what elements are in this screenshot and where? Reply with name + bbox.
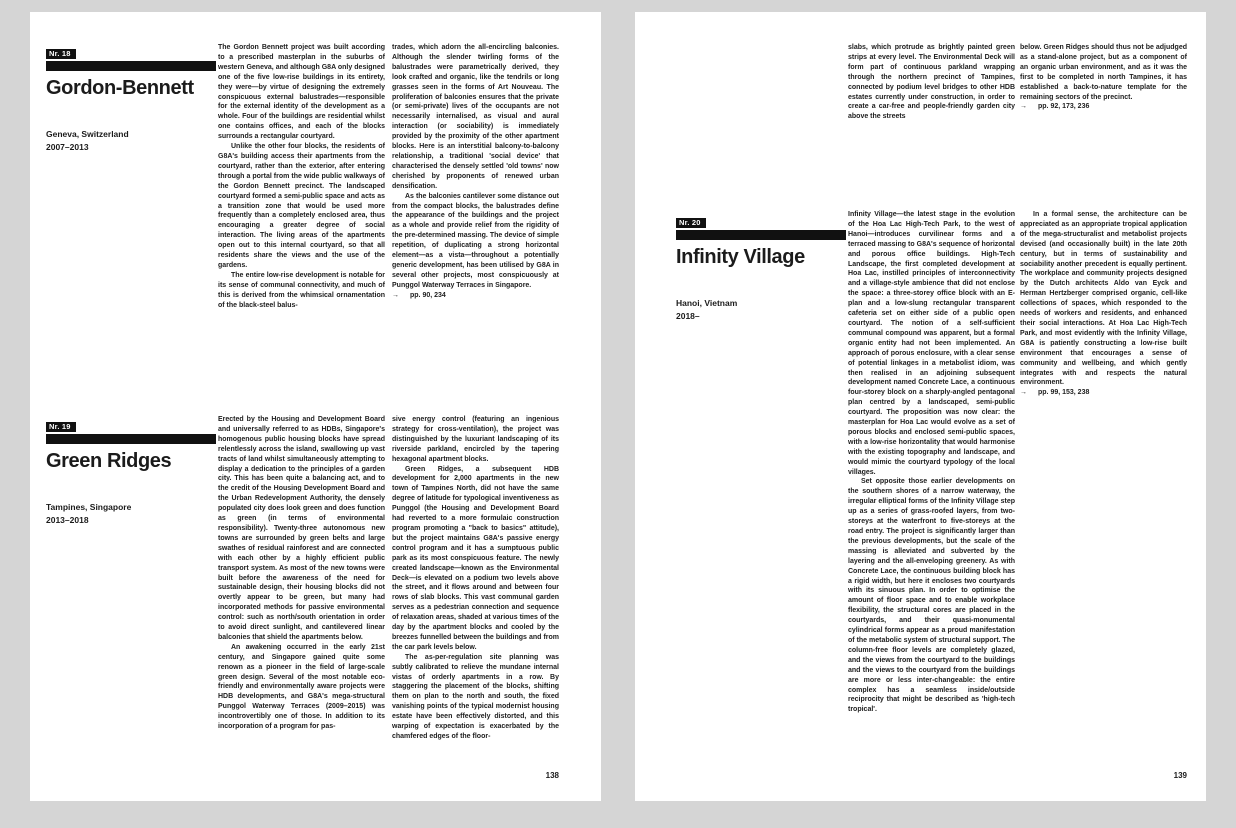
entry-20-column-1 bbox=[848, 210, 1015, 715]
cross-reference bbox=[1020, 388, 1187, 398]
paragraph: below. Green Ridges should thus not be adjudged as a stand-alone project, but as a component of an organic urban environment, and as it was the first to be completed in north Tampines, it has established a back-to-nature template for the remaining sectors of the precinct. bbox=[1020, 44, 1187, 101]
entry-title: Infinity Village bbox=[676, 246, 805, 268]
entry-location: Hanoi, Vietnam bbox=[676, 298, 738, 308]
header-rule-bar bbox=[46, 61, 216, 71]
page-number: 138 bbox=[545, 771, 559, 780]
paragraph: The entire low-rise development is notable for its sense of communal connectivity, and much of this is derived from the whimsical ornamentation of the black-steel balus- bbox=[218, 271, 385, 309]
paragraph: trades, which adorn the all-encircling balconies. Although the slender twirling forms of the balustrades were parametrically derived, they look crafted and organic, like the tendrils or long grasses seen in the forms of Art Nouveau. The proliferation of balconies ensures that the private (or semi-private) lives of the occupants are not necessarily internalised, as visual and aural interaction (or sociability) is immediately provided by the proximity of the other apartment blocks. Here is an interstitial balcony-to-balcony relationship, a traditional 'social device' that characterised the densely settled 'old towns' now cherished by proponents of renewed urban densification. bbox=[392, 44, 559, 190]
paragraph: Erected by the Housing and Development Board and universally referred to as HDBs, Singapore's homogenous public housing blocks have spread relentlessly across the island, swallowing up vast tracts of land whilst simultaneously attempting to display a dedication to the principles of a garden city. This has been quite a balancing act, and to the credit of the Housing Development Board and the Urban Redevelopment Authority, the densely populated city does look green and does function as green (in terms of environmental responsibility). Twenty-three autonomous new towns are surrounded by green belts and large swathes of residual rainforest and are connected with each other by a highly efficient public transport system. As most of the new towns were built before the awareness of the need for sustainable design, their housing blocks did not overtly appear to be green, but many had incorporated methods for passive environmental control: such as north/south orientation in order to avoid direct sunlight, and cantilevered linear balconies that shield the apartments below. bbox=[218, 416, 385, 641]
entry-years: 2007–2013 bbox=[46, 141, 89, 152]
paragraph: sive energy control (featuring an ingenious strategy for cross-ventilation), the project was distinguished by the luxuriant landscaping of its riverside parkland, encircled by the tapering hexagonal apartment blocks. bbox=[392, 416, 559, 463]
entry-meta bbox=[46, 128, 216, 153]
page-number: 139 bbox=[1173, 771, 1187, 780]
paragraph: The Gordon Bennett project was built according to a prescribed masterplan in the suburbs of western Geneva, and although G8A only designed one of the five low-rise buildings in its entirety, they were—by virtue of designing the extremely conspicuous external balustrades—responsible for the external identity of the development as a whole. Four of the buildings are residential whilst one contains offices, and each of the blocks surrounds a rectangular courtyard. bbox=[218, 44, 385, 141]
paragraph: As the balconies cantilever some distance out from the compact blocks, the balustrades define the appearance of the buildings and the project as a whole and provide relief from the rigidity of the pre-determined massing. The device of simple repetition, of duplicating a strong horizontal element—as a vista—throughout a potentially generic development, has been utilised by G8A in several other projects, most conspicuously at Punggol Waterway Terraces in Singapore. bbox=[392, 192, 559, 289]
paragraph: An awakening occurred in the early 21st century, and Singapore gained quite some renown as a pioneer in the field of large-scale green design. Several of the most notable eco-friendly and environmentally aware projects were HDB developments, and G8A's mega-structural Punggol Waterway Terraces (2009–2015) was incontrovertibly one of those. In addition to its incorporation of a program for pas- bbox=[218, 643, 385, 731]
entry-19-column-2 bbox=[392, 415, 559, 742]
paragraph: The as-per-regulation site planning was subtly calibrated to relieve the mundane internal vistas of orderly apartments in a row. By staggering the placement of the blocks, shifting them on plan to the north and south, the fixed vanishing points of the typical modernist housing estate have been effectively distorted, and this warping of expectation is exacerbated by the chamfered edges of the floor- bbox=[392, 653, 559, 740]
arrow-right-icon: → bbox=[1020, 103, 1027, 111]
cross-reference-pages: pp. 90, 234 bbox=[410, 291, 446, 299]
header-rule-bar bbox=[676, 230, 846, 240]
paragraph: Green Ridges, a subsequent HDB development for 2,000 apartments in the new town of Tampines North, did not have the same degree of latitude for typological inventiveness as Punggol (the Housing and Development Board had reverted to a more formulaic construction program promoting a "back to basics" attitude), but the project maintains G8A's passive energy control program and it has a sumptuous public park as its most conspicuous feature. The newly created landscape—known as the Environmental Deck—is elevated on a podium two levels above the street, and it flows around and between four rows of slab blocks. This vast communal garden serves as a pedestrian connection and sequence of relaxation areas, shaded at various times of the day by the apartment blocks and cooled by the breezes funnelled between the buildings and from the car park levels below. bbox=[392, 465, 559, 651]
entry-20-column-2 bbox=[1020, 210, 1187, 398]
paragraph: slabs, which protrude as brightly painted green strips at every level. The Environmental Deck will form part of continuous parkland wrapping through the northern precinct of Tampines, connected by podium level bridges to other HDB estates currently under construction, in order to create a car-free and people-friendly garden city above the streets bbox=[848, 44, 1015, 121]
entry-years: 2018– bbox=[676, 310, 700, 321]
entry-title: Gordon-Bennett bbox=[46, 77, 194, 99]
arrow-right-icon: → bbox=[1020, 389, 1027, 397]
cross-reference bbox=[1020, 102, 1187, 112]
arrow-right-icon: → bbox=[392, 291, 399, 299]
entry-meta bbox=[676, 297, 846, 322]
entry-years: 2013–2018 bbox=[46, 514, 89, 525]
entry-title: Green Ridges bbox=[46, 450, 172, 472]
entry-location: Geneva, Switzerland bbox=[46, 129, 129, 139]
cross-reference bbox=[392, 291, 559, 301]
entry-19-header bbox=[46, 416, 216, 526]
entry-meta bbox=[46, 501, 216, 526]
paragraph: Unlike the other four blocks, the residents of G8A's building access their apartments from the courtyard, rather than the exterior, after entering through a portal from the wide public walkways of the Gordon Bennett precinct. The landscaped courtyard formed a semi-public space and acts as a transition zone that would be used more frequently than a completely enclosed area, thus encouraging a greater degree of social interaction. The living areas of the apartments open out to this internal courtyard, so that all residents share the views and the use of the gardens. bbox=[218, 143, 385, 269]
header-rule-bar bbox=[46, 434, 216, 444]
cross-reference-pages: pp. 92, 173, 236 bbox=[1038, 103, 1090, 111]
paragraph: Infinity Village—the latest stage in the evolution of the Hoa Lac High-Tech Park, to the west of Hanoi—introduces curvilinear forms and a terraced massing to G8A's sequence of horizontal and porous office buildings. High-Tech Landscape, the first completed development at Hoa Lac, instilled principles of interconnectivity and a village-style ambience that did not enclose the space: a three-storey office block with an E-plan and a low-slung rectangular transparent cafeteria set on either side of a public open courtyard. The notion of a self-sufficient communal compound was apparent, but a formal organic entity had not been implemented. An approach of porous enclosure, with a clear sense of potential linkages in a metabolist idiom, was then realised in an adjoining subsequent development named Concrete Lace, a continuous four-storey block on a sharply-angled pentagonal plan centred by a landscaped, semi-public courtyard. The proposition was now clear: the masterplan for Hoa Lac would evolve as a set of porous blocks and enclosed semi-public spaces, with a low-rise horizontality that would harmonise with the existing topography and landscape, and would mimic the courtyard typology of the local villages. bbox=[848, 211, 1015, 476]
entry-18-column-1 bbox=[218, 43, 385, 310]
entry-18-column-2 bbox=[392, 43, 559, 301]
entry-location: Tampines, Singapore bbox=[46, 502, 132, 512]
entry-19-continuation-column-2 bbox=[1020, 43, 1187, 112]
paragraph: In a formal sense, the architecture can be appreciated as an appropriate tropical application of the mega-structuralist and metabolist projects devised (and occasionally built) in the late 20th century, but in terms of sustainability and sociability another precedent is equally pertinent. The workplace and community projects designed by the Dutch architects Aldo van Eyck and Herman Hertzberger comprised organic, cell-like collections of spaces, which responded to the needs of workers and residents, and enhanced their social interactions. At Hoa Lac High-Tech Park, and most evidently with the Infinity Village, G8A is patiently constructing a low-rise built environment that encourages a sense of community and wellbeing, and which gently integrates with and respects the natural environment. bbox=[1020, 211, 1187, 387]
entry-number-badge: Nr. 19 bbox=[46, 422, 76, 432]
entry-number-badge: Nr. 20 bbox=[676, 218, 706, 228]
page-138 bbox=[30, 12, 601, 801]
paragraph: Set opposite those earlier developments on the southern shores of a narrow waterway, the irregular elliptical forms of the Infinity Village step up as a series of grass-roofed layers, from two-storeys at the waterfront to five-storeys at the road entry. The project is significantly larger than the previous developments, but the scale of the massing is alleviated and subverted by the layering and the all-enveloping greenery. As with Concrete Lace, the continuous building block has a rigid width, but here it encloses two courtyards with its sinuous plan. In order to optimise the amount of floor space and to enable workplace flexibility, the structural cores are placed in the courtyards, and their quasi-monumental cylindrical forms appear as a proud manifestation of the metabolic system of structural support. The column-free floor levels are completely glazed, and the views from the courtyard to the buildings and the views to the courtyard from the buildings are more or less inter-changeable: the entire complex has a seamless inside/outside reciprocity that might be described as 'high-tech tropical'. bbox=[848, 478, 1015, 714]
cross-reference-pages: pp. 99, 153, 238 bbox=[1038, 389, 1090, 397]
entry-19-continuation-column-1 bbox=[848, 43, 1015, 122]
entry-19-column-1 bbox=[218, 415, 385, 732]
entry-number-badge: Nr. 18 bbox=[46, 49, 76, 59]
page-139 bbox=[635, 12, 1206, 801]
entry-18-header bbox=[46, 43, 216, 153]
entry-20-header bbox=[676, 212, 846, 322]
